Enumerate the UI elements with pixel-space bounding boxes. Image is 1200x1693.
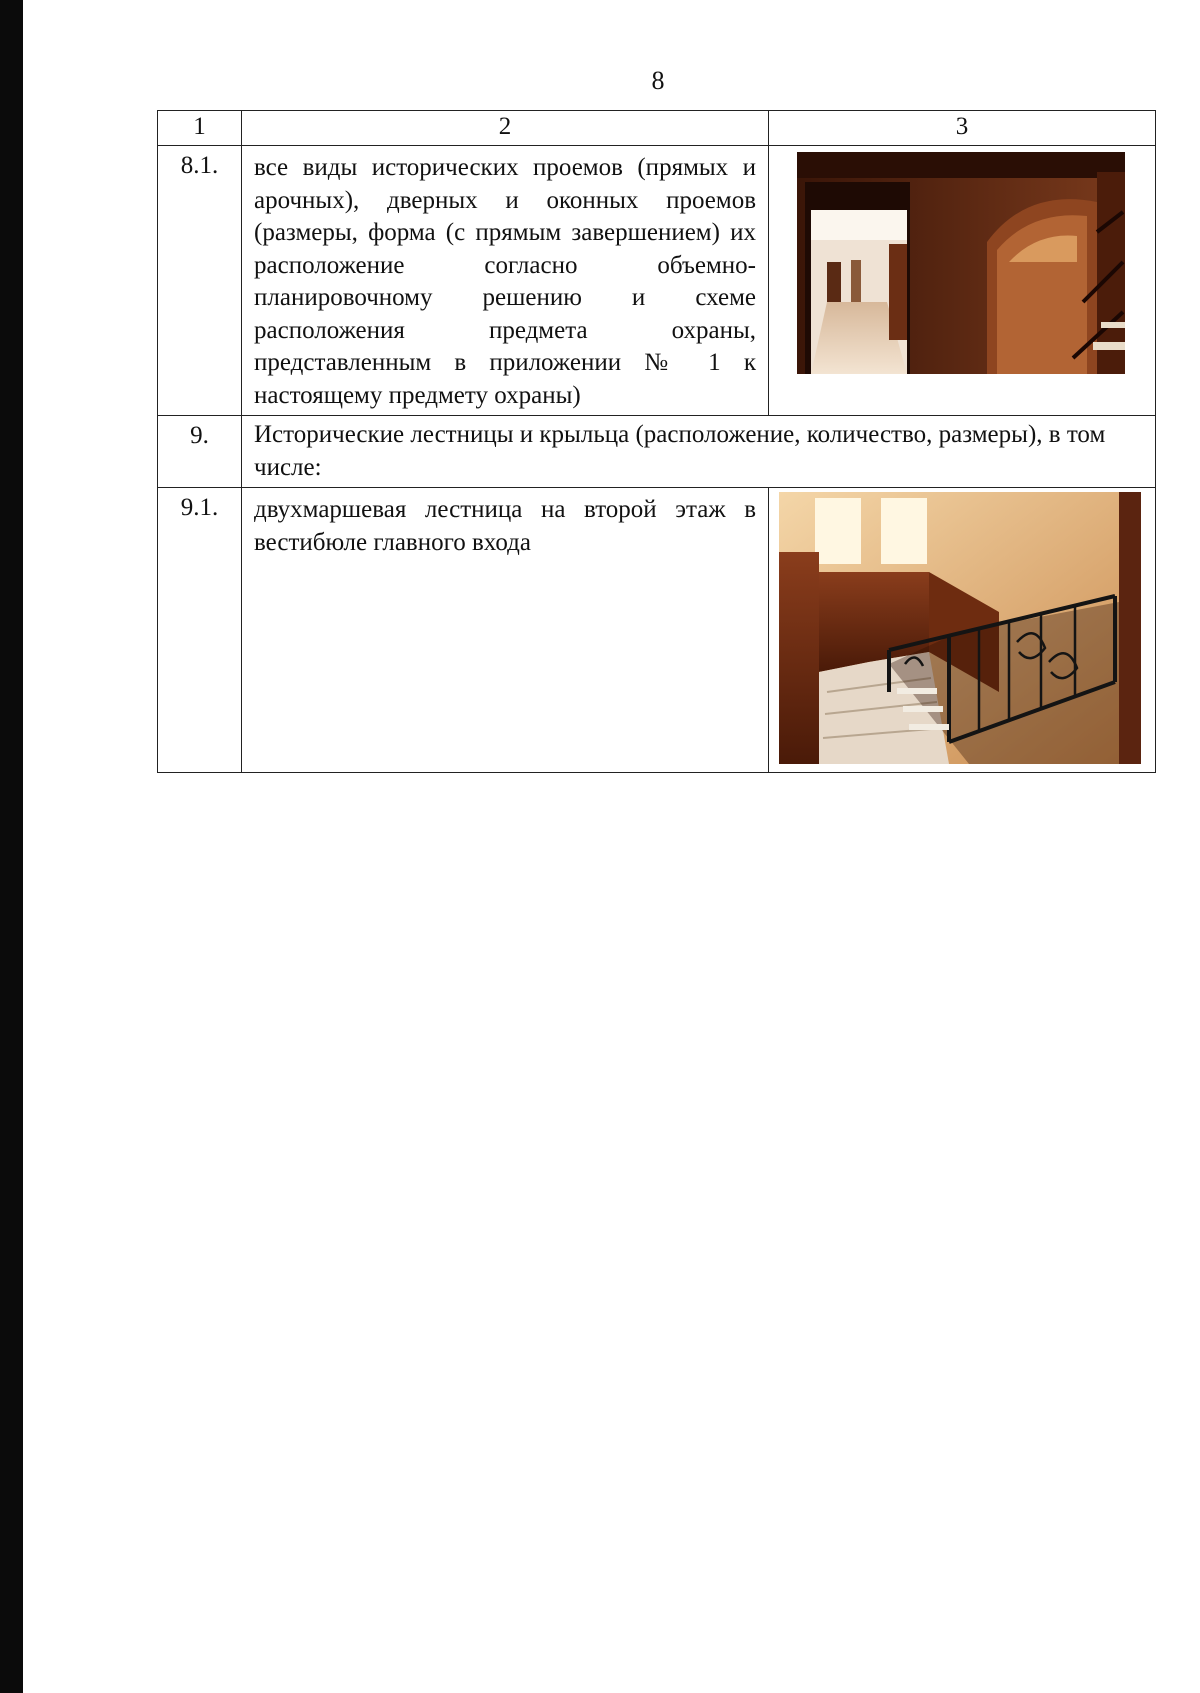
row-description-text: все виды исторических проемов (прямых и арочных), дверных и оконных проемов (размеры, форма (с прямым завершением) их расположение согласно объемно-планировочному решению и схеме расположения предмета охраны, представленным в приложении № 1 к настоящему предмету охраны) [254,154,756,409]
photo-doorway-corridor [797,152,1125,374]
photo-two-flight-staircase [779,492,1141,764]
table-row [158,146,1156,416]
row-number: 8.1. [158,146,242,416]
row-description: Исторические лестницы и крыльца (расположение, количество, размеры), в том числе: [242,416,1156,488]
row-description-text: двухмаршевая лестница на второй этаж в вестибюле главного входа [254,496,756,556]
row-photo-cell [769,146,1156,416]
scan-edge [0,0,23,1693]
row-photo-cell [769,488,1156,773]
table-row [158,416,1156,488]
heritage-protection-table [157,110,1156,773]
table-row [158,488,1156,773]
row-number: 9. [158,416,242,488]
header-col-2: 2 [242,111,769,146]
page-number: 8 [651,66,665,95]
header-col-3: 3 [769,111,1156,146]
row-number: 9.1. [158,488,242,773]
table-header-row [158,111,1156,146]
row-description [242,146,769,416]
row-description [242,488,769,773]
header-col-1: 1 [158,111,242,146]
